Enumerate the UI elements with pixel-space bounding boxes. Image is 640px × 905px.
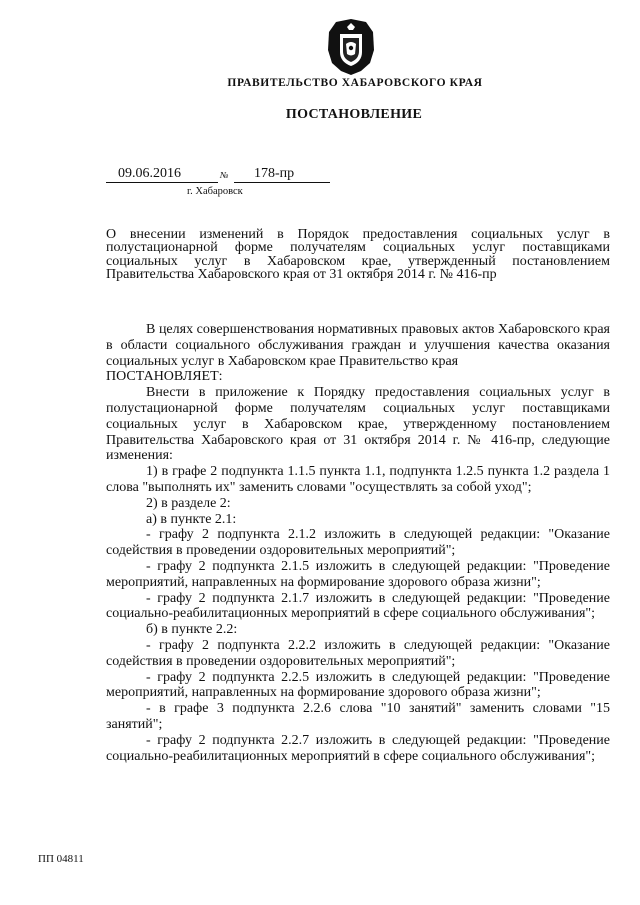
body-paragraph: - графу 2 подпункта 2.2.2 изложить в следующей редакции: "Оказание содействия в проведении оздоровительных мероприятий"; <box>106 637 610 669</box>
document-city: г. Хабаровск <box>187 186 243 197</box>
body-paragraph: В целях совершенствования нормативных правовых актов Хабаровского края в области социального обслуживания граждан и улучшения качества оказания социальных услуг в Хабаровском крае Правительство края <box>106 322 610 369</box>
document-subject: О внесении изменений в Порядок предоставления социальных услуг в полустационарной форме получателям социальных услуг поставщиками социальных услуг в Хабаровском крае, утвержденный постановлением Правительства Хабаровского края от 31 октября 2014 г. № 416-пр <box>106 227 610 283</box>
number-sign: № <box>220 170 229 180</box>
body-paragraph: - графу 2 подпункта 2.1.2 изложить в следующей редакции: "Оказание содействия в проведении оздоровительных мероприятий"; <box>106 527 610 559</box>
document-type: ПОСТАНОВЛЕНИЕ <box>285 107 423 122</box>
body-paragraph: - графу 2 подпункта 2.2.7 изложить в следующей редакции: "Проведение социально-реабилитационных мероприятий в сфере социального обслуживания"; <box>106 732 610 764</box>
document-date: 09.06.2016 <box>106 166 218 183</box>
body-paragraph: 2) в разделе 2: <box>146 495 231 511</box>
body-paragraph: ПОСТАНОВЛЯЕТ: <box>106 369 223 385</box>
government-name: ПРАВИТЕЛЬСТВО ХАБАРОВСКОГО КРАЯ <box>227 77 483 89</box>
document-number: 178-пр <box>234 166 330 183</box>
body-paragraph: - в графе 3 подпункта 2.2.6 слова "10 занятий" заменить словами "15 занятий"; <box>106 701 610 732</box>
document-body <box>106 322 610 764</box>
body-paragraph: Внести в приложение к Порядку предоставления социальных услуг в полустационарной форме получателям социальных услуг поставщиками социальных услуг в Хабаровском крае, утвержденному постановлением Правительства Хабаровского края от 31 октября 2014 г. № 416-пр, следующие изменения: <box>106 385 610 464</box>
body-paragraph: а) в пункте 2.1: <box>146 511 237 527</box>
body-paragraph: - графу 2 подпункта 2.2.5 изложить в следующей редакции: "Проведение мероприятий, направленных на формирование здорового образа жизни"; <box>106 669 610 701</box>
coat-of-arms-icon <box>326 18 376 76</box>
body-paragraph: б) в пункте 2.2: <box>146 622 238 638</box>
footer-code: ПП 04811 <box>38 853 84 865</box>
body-paragraph: - графу 2 подпункта 2.1.7 изложить в следующей редакции: "Проведение социально-реабилитационных мероприятий в сфере социального обслуживания"; <box>106 590 610 622</box>
body-paragraph: - графу 2 подпункта 2.1.5 изложить в следующей редакции: "Проведение мероприятий, направленных на формирование здорового образа жизни"; <box>106 558 610 590</box>
body-paragraph: 1) в графе 2 подпункта 1.1.5 пункта 1.1, подпункта 1.2.5 пункта 1.2 раздела 1 слова "выполнять их" заменить словами "осуществлять за собой уход"; <box>106 464 610 495</box>
